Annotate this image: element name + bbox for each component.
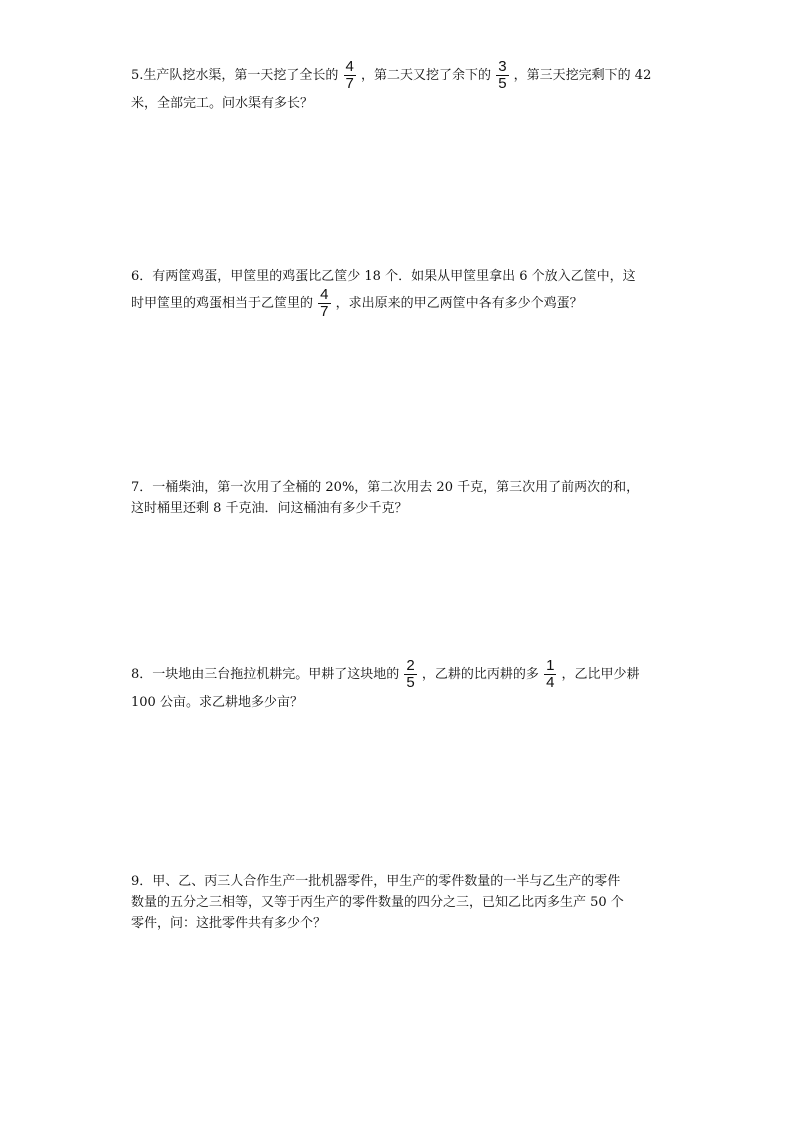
problem-6-text-a: 时甲筐里的鸡蛋相当于乙筐里的 [131, 296, 314, 311]
problem-7-line-2: 这时桶里还剩 8 千克油．问这桶油有多少千克？ [131, 501, 408, 516]
problem-8-line-1 [131, 658, 671, 692]
problem-5-text-a: 5.生产队挖水渠，第一天挖了全长的 [131, 68, 339, 83]
fraction-numerator: 1 [546, 657, 555, 674]
problem-5 [131, 59, 671, 114]
problem-5-line-2: 米，全部完工。问水渠有多长？ [131, 96, 314, 111]
fraction-numerator: 3 [498, 58, 507, 75]
fraction-numerator: 4 [320, 286, 329, 303]
problem-5-text-c: ，第三天挖完剩下的 42 [513, 68, 652, 83]
fraction-denominator: 5 [498, 75, 507, 92]
problem-6-text-b: ，求出原来的甲乙两筐中各有多少个鸡蛋？ [335, 296, 583, 311]
fraction-four-sevenths [318, 288, 330, 319]
problem-7 [131, 477, 671, 519]
fraction-three-fifths [496, 60, 508, 91]
problem-8-text-b: ，乙耕的比丙耕的多 [421, 667, 539, 682]
problem-8-line-2: 100 公亩。求乙耕地多少亩？ [131, 695, 303, 710]
problem-7-line-1: 7．一桶柴油，第一次用了全桶的 20%，第二次用去 20 千克，第三次用了前两次的和， [131, 480, 640, 495]
fraction-denominator: 7 [320, 303, 329, 320]
problem-9-line-2: 数量的五分之三相等，又等于丙生产的零件数量的四分之三，已知乙比丙多生产 50 个 [131, 895, 624, 910]
fraction-denominator: 4 [546, 674, 555, 691]
problem-6 [131, 266, 671, 321]
fraction-four-sevenths [344, 60, 356, 91]
fraction-denominator: 5 [406, 674, 415, 691]
problem-6-line-1: 6．有两筐鸡蛋，甲筐里的鸡蛋比乙筐少 18 个．如果从甲筐里拿出 6 个放入乙筐中，这 [131, 269, 636, 284]
problem-6-line-2 [131, 287, 671, 321]
fraction-two-fifths [404, 659, 416, 690]
problem-8-text-a: 8．一块地由三台拖拉机耕完。甲耕了这块地的 [131, 667, 400, 682]
problem-8 [131, 658, 671, 713]
problem-9-line-3: 零件，问：这批零件共有多少个？ [131, 916, 327, 931]
problem-5-text-b: ，第二天又挖了余下的 [361, 68, 492, 83]
problem-9 [131, 871, 671, 934]
fraction-one-quarter [544, 659, 556, 690]
problem-8-text-c: ，乙比甲少耕 [561, 667, 640, 682]
problem-5-line-1 [131, 59, 671, 93]
problem-9-line-1: 9．甲、乙、丙三人合作生产一批机器零件，甲生产的零件数量的一半与乙生产的零件 [131, 874, 621, 889]
fraction-denominator: 7 [345, 75, 354, 92]
fraction-numerator: 4 [345, 58, 354, 75]
fraction-numerator: 2 [406, 657, 415, 674]
